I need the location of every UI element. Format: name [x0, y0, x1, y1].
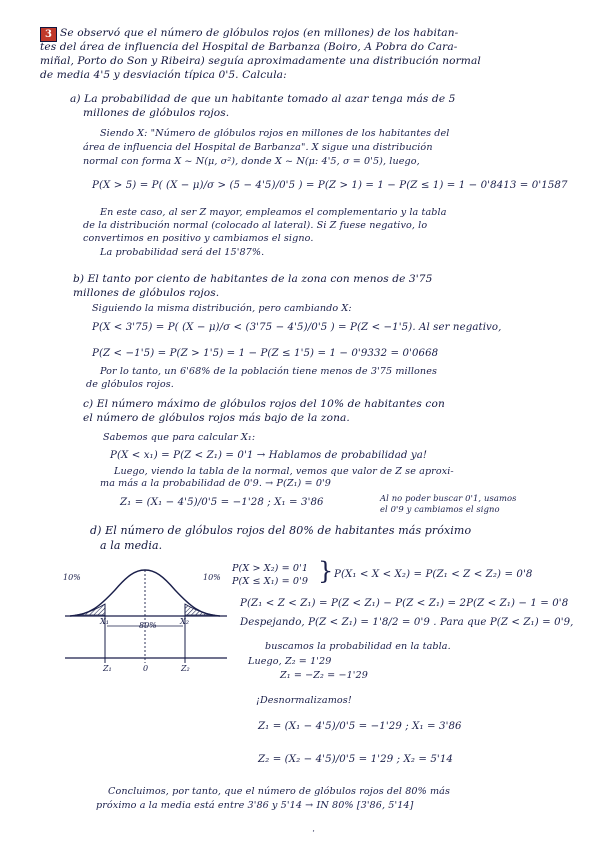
part-c-equation: P(X < x₁) = P(Z < Z₁) = 0'1 → Hablamos de probabilidad ya!	[110, 450, 428, 461]
center-area-label: 80%	[139, 621, 157, 630]
part-c-body: Luego, viendo la tabla de la normal, vemos que valor de Z se aproxi-	[114, 466, 454, 477]
part-a-heading: millones de glóbulos rojos.	[83, 107, 230, 119]
right-tail-label: 10%	[203, 573, 221, 582]
part-d-conclusion: Concluimos, por tanto, que el número de glóbulos rojos del 80% más	[108, 786, 451, 797]
part-a-note: En este caso, al ser Z mayor, empleamos el complementario y la tabla	[100, 207, 447, 218]
part-d-conclusion: próximo a la media está entre 3'86 y 5'14 → IN 80% [3'86, 5'14]	[96, 800, 414, 811]
part-d-system-result: P(X₁ < X < X₂) = P(Z₁ < Z < Z₂) = 0'8	[334, 569, 533, 580]
z0-label: 0	[143, 664, 149, 673]
part-d-heading: d) El número de glóbulos rojos del 80% de habitantes más próximo	[90, 524, 472, 537]
bell-curve	[70, 570, 220, 616]
part-d-equation: Z₂ = (X₂ − 4'5)/0'5 = 1'29 ; X₂ = 5'14	[258, 754, 453, 765]
part-c-body: Sabemos que para calcular X₁:	[103, 432, 256, 443]
part-b-conclusion: de glóbulos rojos.	[86, 379, 174, 390]
part-a-conclusion: La probabilidad será del 15'87%.	[100, 247, 265, 258]
part-a-equation: P(X > 5) = P( (X − μ)/σ > (5 − 4'5)/0'5 ) = P(Z > 1) = 1 − P(Z ≤ 1) = 1 − 0'8413 = 0'1587	[92, 180, 568, 191]
part-a-body: Siendo X: "Número de glóbulos rojos en millones de los habitantes del	[100, 128, 450, 139]
part-c-equation: Z₁ = (X₁ − 4'5)/0'5 = −1'28 ; X₁ = 3'86	[120, 497, 324, 508]
part-d-line: P(Z₁ < Z < Z₁) = P(Z < Z₁) − P(Z < Z₁) = 2P(Z < Z₁) − 1 = 0'8	[240, 598, 569, 609]
part-c-side-note: Al no poder buscar 0'1, usamos	[380, 493, 517, 503]
statement-line: Se observó que el número de glóbulos rojos (en millones) de los habitan-	[60, 27, 459, 39]
part-a-body: normal con forma X ~ N(μ, σ²), donde X ~ N(μ: 4'5, σ = 0'5), luego,	[83, 156, 420, 167]
part-d-line: buscamos la probabilidad en la tabla.	[265, 641, 451, 652]
part-a-heading: a) La probabilidad de que un habitante tomado al azar tenga más de 5	[70, 93, 456, 105]
part-b-heading: millones de glóbulos rojos.	[73, 287, 220, 299]
part-c-side-note: el 0'9 y cambiamos el signo	[380, 504, 500, 514]
part-b-equation: P(X < 3'75) = P( (X − μ)/σ < (3'75 − 4'5)/0'5 ) = P(Z < −1'5). Al ser negativo,	[92, 322, 502, 333]
part-c-heading: c) El número máximo de glóbulos rojos del 10% de habitantes con	[83, 398, 445, 410]
footer-mark: ·	[312, 826, 316, 837]
statement-line: miñal, Porto do Son y Ribeira) seguía aproximadamente una distribución normal	[40, 55, 481, 67]
left-tail-shaded	[75, 604, 105, 615]
part-b-conclusion: Por lo tanto, un 6'68% de la población tiene menos de 3'75 millones	[100, 366, 438, 377]
part-d-equation: Z₁ = (X₁ − 4'5)/0'5 = −1'29 ; X₁ = 3'86	[258, 721, 462, 732]
statement-line: de media 4'5 y desviación típica 0'5. Calcula:	[40, 69, 287, 81]
part-d-line: ¡Desnormalizamos!	[256, 695, 352, 706]
system-brace: }	[318, 557, 334, 585]
part-d-system: P(X > X₂) = 0'1	[232, 563, 309, 574]
normal-curve-sketch	[55, 560, 235, 675]
x1-label: X₁	[100, 617, 109, 626]
part-b-body: Siguiendo la misma distribución, pero cambiando X:	[92, 303, 352, 314]
part-c-body: ma más a la probabilidad de 0'9. → P(Z₁) = 0'9	[100, 478, 331, 489]
part-b-equation: P(Z < −1'5) = P(Z > 1'5) = 1 − P(Z ≤ 1'5) = 1 − 0'9332 = 0'0668	[92, 348, 439, 359]
z2-label: Z₂	[181, 664, 190, 673]
part-d-heading: a la media.	[100, 539, 163, 552]
part-d-line: Despejando, P(Z < Z₁) = 1'8/2 = 0'9 . Para que P(Z < Z₁) = 0'9,	[240, 617, 574, 628]
part-c-heading: el número de glóbulos rojos más bajo de la zona.	[83, 412, 350, 424]
part-d-system: P(X ≤ X₁) = 0'9	[232, 576, 309, 587]
z1-label: Z₁	[103, 664, 112, 673]
x2-label: X₂	[180, 617, 189, 626]
statement-line: tes del área de influencia del Hospital de Barbanza (Boiro, A Pobra do Cara-	[40, 41, 458, 53]
right-tail-shaded	[185, 604, 215, 615]
part-d-line: Luego, Z₂ = 1'29	[248, 656, 332, 667]
part-b-heading: b) El tanto por ciento de habitantes de la zona con menos de 3'75	[73, 273, 433, 285]
part-a-body: área de influencia del Hospital de Barbanza". X sigue una distribución	[83, 142, 433, 153]
part-d-line: Z₁ = −Z₂ = −1'29	[280, 670, 368, 681]
problem-number-badge: 3	[40, 27, 57, 42]
part-a-note: de la distribución normal (colocado al lateral). Si Z fuese negativo, lo	[83, 220, 428, 231]
left-tail-label: 10%	[63, 573, 81, 582]
part-a-note: convertimos en positivo y cambiamos el signo.	[83, 233, 314, 244]
